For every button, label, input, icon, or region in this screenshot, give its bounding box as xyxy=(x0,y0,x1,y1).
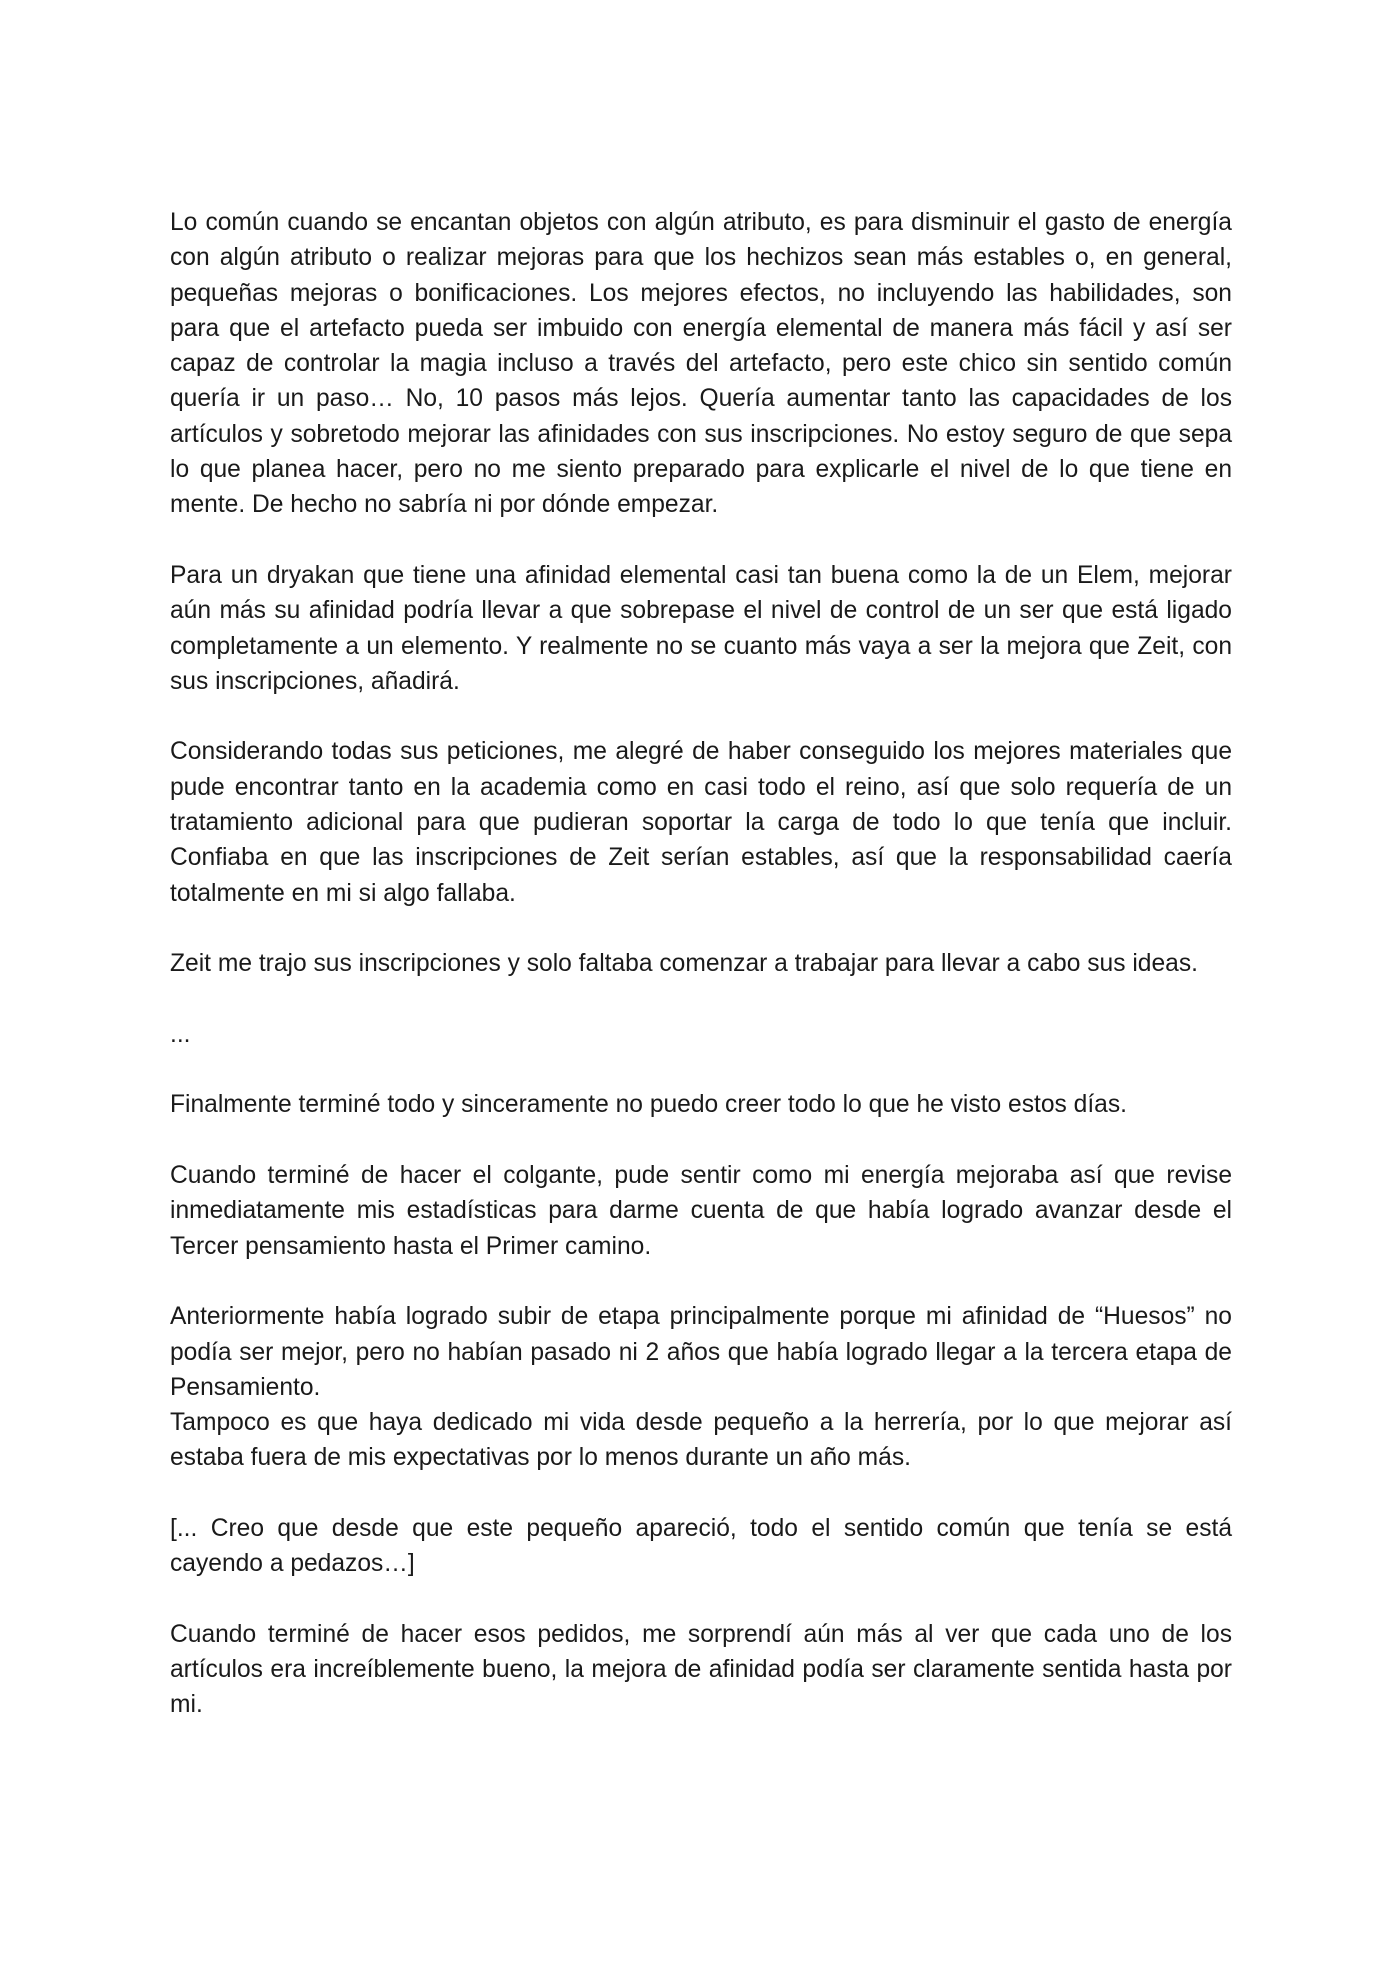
paragraph: Cuando terminé de hacer esos pedidos, me sorprendí aún más al ver que cada uno de los artículos era increíblemente bueno, la mejora de afinidad podía ser claramente sentida hasta por mi. xyxy=(170,1620,1232,1719)
document-page xyxy=(170,205,1232,1758)
paragraph: [... Creo que desde que este pequeño apareció, todo el sentido común que tenía se está cayendo a pedazos…] xyxy=(170,1514,1232,1578)
paragraph: Tampoco es que haya dedicado mi vida desde pequeño a la herrería, por lo que mejorar así estaba fuera de mis expectativas por lo menos durante un año más. xyxy=(170,1409,1232,1472)
paragraph: Para un dryakan que tiene una afinidad elemental casi tan buena como la de un Elem, mejorar aún más su afinidad podría llevar a que sobrepase el nivel de control de un ser que está ligado completamente a un elemento. Y realmente no se cuanto más vaya a ser la mejora que Zeit, con sus inscripciones, añadirá. xyxy=(170,561,1232,695)
paragraph: Anteriormente había logrado subir de etapa principalmente porque mi afinidad de “Huesos” no podía ser mejor, pero no habían pasado ni 2 años que había logrado llegar a la tercera etapa de Pensamiento. xyxy=(170,1303,1232,1401)
paragraph: Cuando terminé de hacer el colgante, pude sentir como mi energía mejoraba así que revise inmediatamente mis estadísticas para darme cuenta de que había logrado avanzar desde el Tercer pensamiento hasta el Primer camino. xyxy=(170,1162,1232,1260)
paragraph: Zeit me trajo sus inscripciones y solo faltaba comenzar a trabajar para llevar a cabo sus ideas. xyxy=(170,950,1198,978)
paragraph: Lo común cuando se encantan objetos con algún atributo, es para disminuir el gasto de energía con algún atributo o realizar mejoras para que los hechizos sean más estables o, en general, pequeñas mejoras o bonificaciones. Los mejores efectos, no incluyendo las habilidades, son para que el artefacto pueda ser imbuido con energía elemental de manera más fácil y así ser capaz de controlar la magia incluso a través del artefacto, pero este chico sin sentido común quería ir un paso… No, 10 pasos más lejos. Quería aumentar tanto las capacidades de los artículos y sobretodo mejorar las afinidades con sus inscripciones. No estoy seguro de que sepa lo que planea hacer, pero no me siento preparado para explicarle el nivel de lo que tiene en mente. De hecho no sabría ni por dónde empezar. xyxy=(170,209,1232,519)
paragraph: Finalmente terminé todo y sinceramente no puedo creer todo lo que he visto estos días. xyxy=(170,1091,1127,1119)
paragraph: Considerando todas sus peticiones, me alegré de haber conseguido los mejores materiales que pude encontrar tanto en la academia como en casi todo el reino, así que solo requería de un tratamiento adicional para que pudieran soportar la carga de todo lo que tenía que incluir. Confiaba en que las inscripciones de Zeit serían estables, así que la responsabilidad caería totalmente en mi si algo fallaba. xyxy=(170,738,1232,907)
scene-break: ... xyxy=(170,1020,191,1048)
